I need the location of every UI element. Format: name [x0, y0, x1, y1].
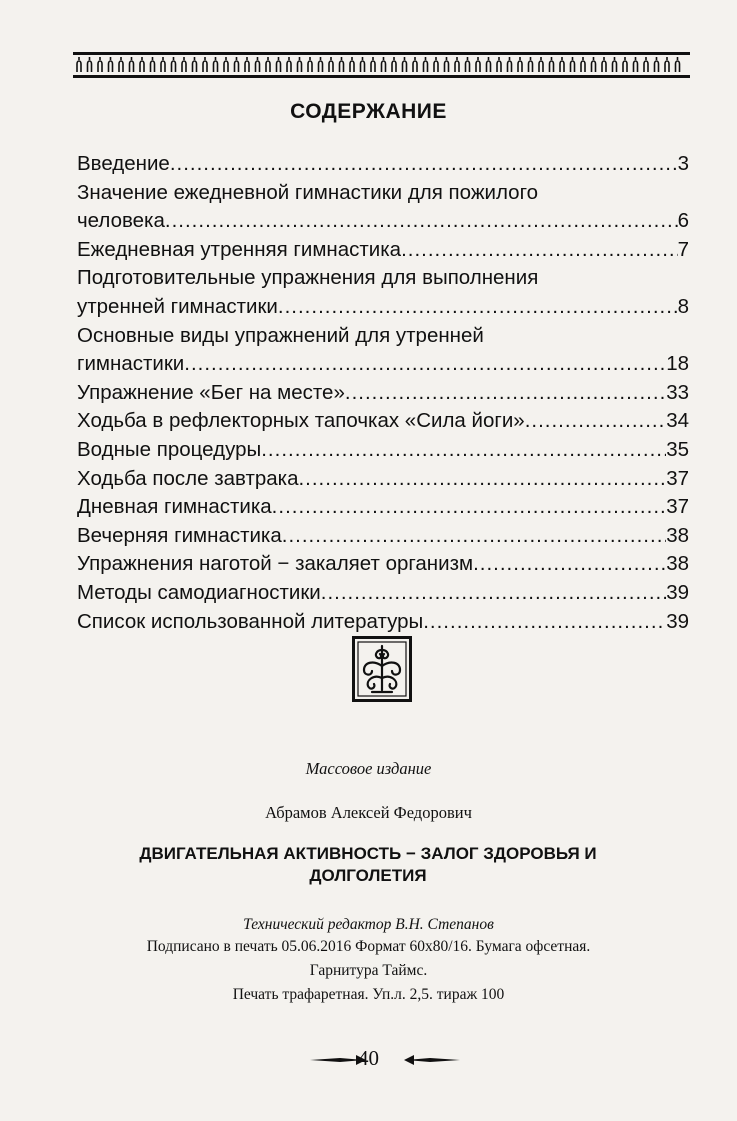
toc-entry-page: 37	[666, 466, 689, 490]
book-title: ДВИГАТЕЛЬНАЯ АКТИВНОСТЬ − ЗАЛОГ ЗДОРОВЬЯ И ДОЛГОЛЕТИЯ	[139, 844, 597, 885]
toc-leader-dots	[278, 293, 678, 322]
toc-leader-dots	[165, 207, 678, 236]
typeface-line: Гарнитура Таймс.	[309, 962, 428, 979]
toc-entry-page: 7	[677, 237, 689, 261]
toc-leader-dots	[345, 379, 666, 408]
toc-entry	[77, 436, 689, 465]
toc-entry	[77, 550, 689, 579]
toc-entry-title: Вечерняя гимнастика	[77, 523, 282, 547]
page-number: 40	[358, 1046, 379, 1070]
toc-entry-page: 18	[666, 352, 689, 376]
toc-leader-dots	[298, 465, 666, 494]
toc-entry-title: Ежедневная утренняя гимнастика	[77, 237, 402, 261]
toc-entry-page: 34	[666, 409, 689, 433]
toc-entry	[77, 522, 689, 551]
toc-entry-title: Ходьба в рефлекторных тапочках «Сила йоги»	[77, 409, 525, 433]
toc-leader-dots	[423, 608, 666, 637]
toc-entry-title: Основные виды упражнений для утренней	[77, 323, 484, 347]
toc-leader-dots	[272, 493, 667, 522]
toc-entry	[77, 493, 689, 522]
toc-entry-page: 35	[666, 437, 689, 461]
toc-entry	[77, 236, 689, 265]
toc-leader-dots	[184, 350, 666, 379]
toc-leader-dots	[321, 579, 666, 608]
toc-entry	[77, 350, 689, 379]
technical-editor: Технический редактор В.Н. Степанов	[243, 916, 494, 933]
toc-entry-page: 8	[677, 294, 689, 318]
toc-entry-title: Дневная гимнастика	[77, 495, 272, 519]
mass-edition-label: Массовое издание	[305, 759, 432, 778]
toc-leader-dots	[473, 550, 666, 579]
toc-entry-title: Упражнения наготой − закаляет организм	[77, 552, 474, 576]
toc-leader-dots	[261, 436, 666, 465]
toc-entry-title: Водные процедуры	[77, 437, 262, 461]
toc-entry	[77, 179, 689, 208]
toc-entry-page: 38	[666, 523, 689, 547]
toc-entry	[77, 293, 689, 322]
toc-entry	[77, 150, 689, 179]
toc-entry-title: Упражнение «Бег на месте»	[77, 380, 345, 404]
toc-entry-title: Ходьба после завтрака	[77, 466, 299, 490]
toc-leader-dots	[282, 522, 666, 551]
signed-for-print: Подписано в печать 05.06.2016 Формат 60х80/16. Бумага офсетная.	[146, 938, 591, 955]
toc-entry-page: 38	[666, 552, 689, 576]
toc-entry-title: Подготовительные упражнения для выполнения	[77, 266, 539, 290]
toc-entry	[77, 379, 689, 408]
toc-entry	[77, 465, 689, 494]
page-number-block	[0, 1048, 737, 1074]
toc-entry-page: 3	[677, 152, 689, 175]
toc-title: СОДЕРЖАНИЕ	[290, 100, 447, 123]
toc-leader-dots	[401, 236, 678, 265]
toc-entry-page: 33	[666, 380, 689, 404]
toc-entry	[77, 608, 689, 637]
toc-entry-page: 37	[666, 495, 689, 519]
toc-entry-page: 39	[666, 580, 689, 604]
author-name: Абрамов Алексей Федорович	[265, 803, 472, 822]
toc-entry-title: Введение	[77, 152, 170, 175]
toc-entry-page: 39	[666, 609, 689, 633]
floral-emblem-icon	[352, 636, 412, 702]
toc-entry	[77, 322, 689, 351]
toc-entry-title: Список использованной литературы	[77, 609, 424, 633]
ornament-border-icon	[73, 52, 690, 78]
table-of-contents	[77, 150, 689, 636]
toc-entry-title: утренней гимнастики	[77, 294, 278, 318]
print-details: Печать трафаретная. Уп.л. 2,5. тираж 100	[232, 986, 505, 1003]
toc-entry	[77, 407, 689, 436]
toc-entry-title: Методы самодиагностики	[77, 580, 321, 604]
toc-leader-dots	[170, 150, 678, 179]
toc-entry	[77, 207, 689, 236]
toc-entry-page: 6	[677, 209, 689, 233]
toc-leader-dots	[525, 407, 667, 436]
toc-entry	[77, 579, 689, 608]
toc-entry-title: Значение ежедневной гимнастики для пожилого	[77, 180, 539, 204]
toc-entry-title: человека	[77, 209, 165, 233]
toc-entry-title: гимнастики	[77, 352, 185, 376]
toc-entry	[77, 264, 689, 293]
decorative-arrow-icon	[404, 1054, 460, 1066]
